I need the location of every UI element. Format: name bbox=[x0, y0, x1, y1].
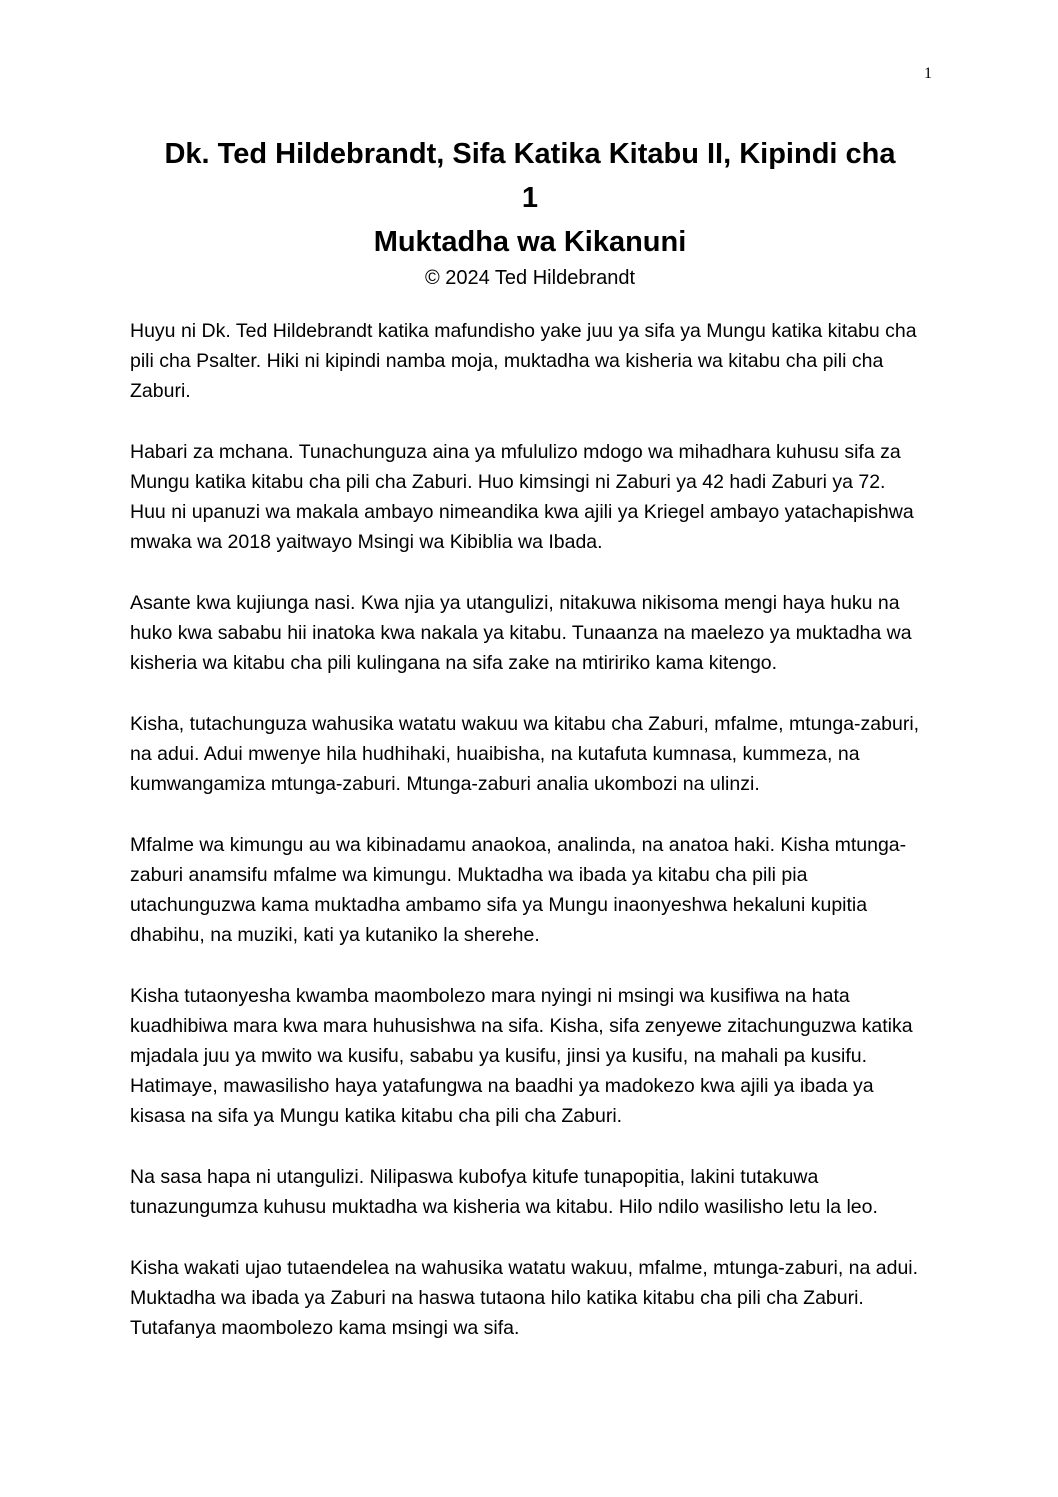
paragraph-6: Kisha tutaonyesha kwamba maombolezo mara nyingi ni msingi wa kusifiwa na hata kuadhibiwa mara kwa mara huhusishwa na sifa. Kisha, sifa zenyewe zitachunguzwa katika mjadala juu ya mwito wa kusifu, sababu ya kusifu, jinsi ya kusifu, na mahali pa kusifu. Hatimaye, mawasilisho haya yatafungwa na baadhi ya madokezo kwa ajili ya ibada ya kisasa na sifa ya Mungu katika kitabu cha pili cha Zaburi. bbox=[130, 985, 913, 1127]
title-block bbox=[110, 132, 950, 292]
paragraph-1: Huyu ni Dk. Ted Hildebrandt katika mafundisho yake juu ya sifa ya Mungu katika kitabu cha pili cha Psalter. Hiki ni kipindi namba moja, muktadha wa kisheria wa kitabu cha pili cha Zaburi. bbox=[130, 320, 917, 402]
paragraph-7: Na sasa hapa ni utangulizi. Nilipaswa kubofya kitufe tunapopitia, lakini tutakuwa tunazungumza kuhusu muktadha wa kisheria wa kitabu. Hilo ndilo wasilisho letu la leo. bbox=[130, 1166, 878, 1218]
document-body bbox=[130, 316, 920, 1374]
page-title-line-1: Dk. Ted Hildebrandt, Sifa Katika Kitabu II, Kipindi cha bbox=[164, 138, 896, 170]
paragraph-8: Kisha wakati ujao tutaendelea na wahusika watatu wakuu, mfalme, mtunga-zaburi, na adui. Muktadha wa ibada ya Zaburi na haswa tutaona hilo katika kitabu cha pili cha Zaburi. Tutafanya maombolezo kama msingi wa sifa. bbox=[130, 1257, 919, 1339]
page-number: 1 bbox=[924, 65, 932, 82]
copyright-notice: © 2024 Ted Hildebrandt bbox=[424, 267, 636, 289]
paragraph-5: Mfalme wa kimungu au wa kibinadamu anaokoa, analinda, na anatoa haki. Kisha mtunga-zaburi anamsifu mfalme wa kimungu. Muktadha wa ibada ya kitabu cha pili pia utachunguzwa kama muktadha ambamo sifa ya Mungu inaonyeshwa hekaluni kupitia dhabihu, na muziki, kati ya kutaniko la sherehe. bbox=[130, 834, 907, 946]
paragraph-3: Asante kwa kujiunga nasi. Kwa njia ya utangulizi, nitakuwa nikisoma mengi haya huku na huko kwa sababu hii inatoka kwa nakala ya kitabu. Tunaanza na maelezo ya muktadha wa kisheria wa kitabu cha pili kulingana na sifa zake na mtiririko kama kitengo. bbox=[130, 592, 912, 674]
page-subtitle: Muktadha wa Kikanuni bbox=[373, 226, 687, 258]
page-title-line-2: 1 bbox=[521, 182, 539, 214]
paragraph-2: Habari za mchana. Tunachunguza aina ya mfululizo mdogo wa mihadhara kuhusu sifa za Mungu katika kitabu cha pili cha Zaburi. Huo kimsingi ni Zaburi ya 42 hadi Zaburi ya 72. Huu ni upanuzi wa makala ambayo nimeandika kwa ajili ya Kriegel ambayo yatachapishwa mwaka wa 2018 yaitwayo Msingi wa Kibiblia wa Ibada. bbox=[130, 441, 914, 553]
paragraph-4: Kisha, tutachunguza wahusika watatu wakuu wa kitabu cha Zaburi, mfalme, mtunga-zaburi, na adui. Adui mwenye hila hudhihaki, huaibisha, na kutafuta kumnasa, kummeza, na kumwangamiza mtunga-zaburi. Mtunga-zaburi analia ukombozi na ulinzi. bbox=[130, 713, 920, 795]
